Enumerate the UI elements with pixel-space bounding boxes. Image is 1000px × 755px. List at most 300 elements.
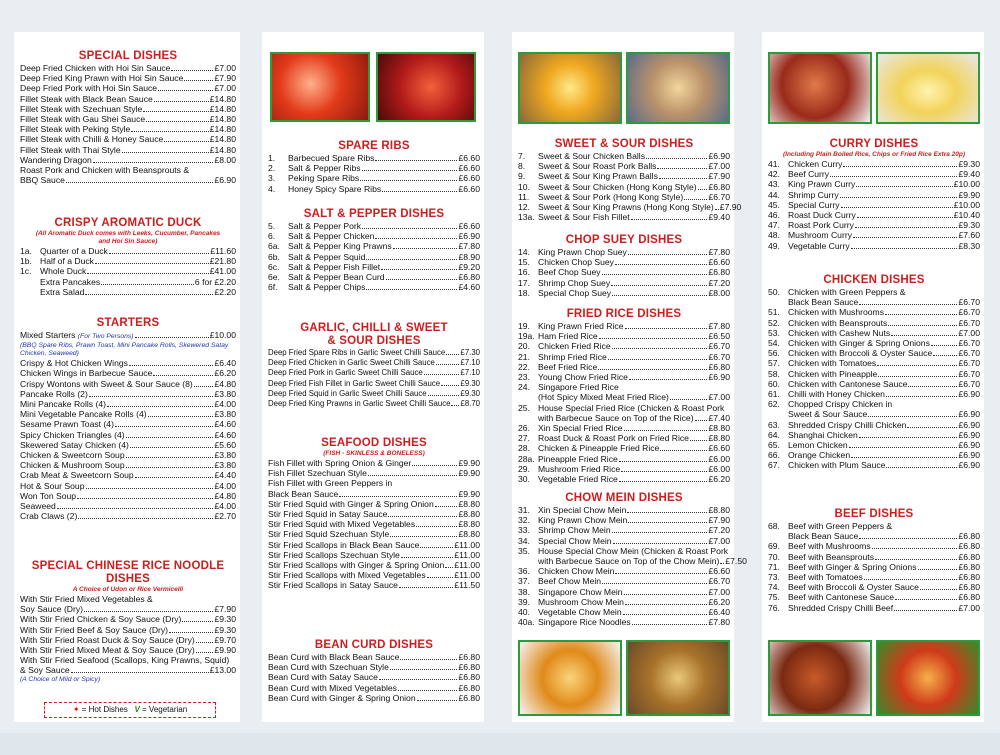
menu-item xyxy=(518,525,730,535)
dot-leader xyxy=(690,440,708,441)
menu-item xyxy=(518,182,730,192)
item-name: With Stir Fried Chicken & Soy Sauce (Dry) xyxy=(20,614,182,625)
item-price: £14.80 xyxy=(209,134,236,145)
item-price: £6.70 xyxy=(958,317,980,328)
menu-item xyxy=(20,481,236,491)
menu-item xyxy=(268,540,480,550)
item-number: 70. xyxy=(768,551,780,562)
item-number: 19a. xyxy=(518,331,535,342)
menu-item xyxy=(518,257,730,267)
item-name: Won Ton Soup xyxy=(20,490,77,501)
item-number: 44. xyxy=(768,189,780,200)
menu-item xyxy=(20,645,236,655)
item-price: £11.00 xyxy=(454,539,480,550)
item-price: £6.90 xyxy=(708,372,730,383)
rice-noodle-section xyxy=(20,560,236,683)
item-name: Bean Curd with Black Bean Sauce xyxy=(268,652,400,662)
item-number: 10. xyxy=(518,181,530,192)
menu-item xyxy=(518,505,730,515)
item-number: 61. xyxy=(768,389,780,400)
menu-item xyxy=(268,241,480,251)
dot-leader xyxy=(619,461,708,462)
item-price: £4.40 xyxy=(214,470,236,481)
dot-leader xyxy=(859,538,957,539)
item-price: £7.90 xyxy=(214,73,236,84)
item-name: Beef Curry xyxy=(788,169,830,180)
dot-leader xyxy=(84,611,213,612)
item-price: £11.00 xyxy=(454,549,480,560)
garlic-chilli-section xyxy=(268,322,480,409)
item-price: £8.70 xyxy=(460,399,480,409)
item-price: £4.00 xyxy=(214,480,236,491)
dot-leader xyxy=(933,355,957,356)
legend: ✦ = Hot Dishes V = Vegetarian xyxy=(44,702,216,718)
item-name: Quarter of a Duck xyxy=(40,246,108,256)
item-number: 48. xyxy=(768,230,780,241)
dot-leader xyxy=(885,314,957,315)
item-price: £6.70 xyxy=(958,338,980,349)
item-price: £7.90 xyxy=(708,515,730,526)
item-price: £9.90 xyxy=(458,468,480,479)
item-name: Sweet & Sour King Prawn Balls xyxy=(538,171,658,182)
section-title: CRISPY AROMATIC DUCK xyxy=(54,217,202,229)
dot-leader xyxy=(611,285,707,286)
menu-item xyxy=(268,662,480,672)
dot-leader xyxy=(107,406,214,407)
menu-item xyxy=(518,341,730,351)
item-price: £6.60 xyxy=(458,153,480,163)
dot-leader xyxy=(659,178,708,179)
menu-item xyxy=(268,282,480,292)
item-name: Bean Curd with Ginger & Spring Onion xyxy=(268,692,416,703)
dot-leader xyxy=(428,395,460,396)
menu-item xyxy=(20,419,236,429)
item-price: £7.90 xyxy=(708,171,730,182)
item-price: £21.80 xyxy=(209,256,236,267)
menu-item xyxy=(768,399,980,409)
dot-leader xyxy=(129,365,214,366)
item-number: 49. xyxy=(768,240,780,251)
dot-leader xyxy=(841,207,953,208)
dot-leader xyxy=(851,457,957,458)
item-price: £6.80 xyxy=(958,561,980,572)
dot-leader xyxy=(196,642,214,643)
menu-item xyxy=(20,124,236,134)
section-subtitle: (Including Plain Boiled Rice, Chips or Fried Rice Extra 20p) xyxy=(782,151,966,158)
item-name: Chicken with Cantonese Sauce xyxy=(788,378,908,389)
menu-item xyxy=(518,161,730,171)
section-title: CHICKEN DISHES xyxy=(823,274,925,286)
menu-item xyxy=(768,210,980,220)
item-number: 50. xyxy=(768,287,780,297)
item-name: Fish Fillet with Green Peppers in xyxy=(268,478,393,489)
dot-leader xyxy=(895,599,957,600)
item-price: £6.20 xyxy=(708,474,730,485)
item-price: £8.00 xyxy=(708,287,730,298)
dot-leader xyxy=(872,548,958,549)
item-name: Shanghai Chicken xyxy=(788,429,858,440)
item-name: With Stir Fried Seafood (Scallops, King Prawns, Squid) xyxy=(20,655,230,666)
item-price: £9.20 xyxy=(458,261,480,272)
item-number: 40. xyxy=(518,607,530,618)
menu-item xyxy=(768,369,980,379)
item-number: 11. xyxy=(518,191,530,202)
menu-item xyxy=(518,587,730,597)
item-price: £9.30 xyxy=(214,614,236,625)
dot-leader xyxy=(451,405,459,406)
item-name: Chicken with Pineapple xyxy=(788,368,878,379)
dot-leader xyxy=(362,170,458,171)
item-name: Xin Special Fried Rice xyxy=(538,423,623,434)
menu-item xyxy=(20,511,236,521)
dot-leader xyxy=(424,374,460,375)
item-name: Barbecued Spare Ribs xyxy=(288,153,375,163)
item-number: 6e. xyxy=(268,272,280,283)
crispy-duck-section xyxy=(20,217,236,297)
item-price: £6.70 xyxy=(708,191,730,202)
item-number: 42. xyxy=(768,169,780,180)
dot-leader xyxy=(855,227,958,228)
item-price: £4.00 xyxy=(214,399,236,410)
item-number: 75. xyxy=(768,592,780,603)
item-name: Deep Fried Spare Ribs in Garlic Sweet Chilli Sauce xyxy=(268,348,446,357)
item-name: Crab Meat & Sweetcorn Soup xyxy=(20,470,134,481)
item-price: £7.80 xyxy=(708,617,730,628)
item-name: Bean Curd with Satay Sauce xyxy=(268,672,378,683)
item-name: House Special Chow Mein (Chicken & Roast Pork xyxy=(538,545,729,556)
item-name: Extra Salad xyxy=(40,286,85,297)
dot-leader xyxy=(877,365,957,366)
item-price: £6.60 xyxy=(708,257,730,268)
item-price: £2.70 xyxy=(214,511,236,522)
dot-leader xyxy=(908,386,957,387)
menu-item xyxy=(20,175,236,185)
menu-item: Mixed Starters (For Two Persons) £10.00 xyxy=(20,330,236,340)
item-price: £7.00 xyxy=(708,535,730,546)
dot-leader xyxy=(631,219,708,220)
item-price: £4.60 xyxy=(214,419,236,430)
item-number: 14. xyxy=(518,247,530,257)
menu-item xyxy=(20,83,236,93)
special-dishes-section xyxy=(20,50,236,185)
item-price: £6.70 xyxy=(958,368,980,379)
dot-leader xyxy=(891,335,957,336)
item-name: Deep Fried Pork with Hoi Sin Sauce xyxy=(20,83,158,94)
dot-leader xyxy=(398,690,458,691)
item-number: 20. xyxy=(518,341,530,352)
dot-leader xyxy=(660,450,707,451)
item-name: Stir Fried Squid with Mixed Vegetables xyxy=(268,519,416,530)
section-title: SALT & PEPPER DISHES xyxy=(303,208,445,220)
dot-leader xyxy=(89,396,214,397)
food-photo xyxy=(518,640,622,716)
item-name: Special Curry xyxy=(788,199,840,210)
item-price: £13.00 xyxy=(209,665,236,676)
section-title: CURRY DISHES xyxy=(829,138,919,150)
item-name: Wandering Dragon xyxy=(20,154,92,165)
menu-item xyxy=(20,256,236,266)
menu-item xyxy=(268,489,480,499)
item-price: £7.80 xyxy=(708,321,730,331)
dot-leader xyxy=(66,182,214,183)
item-name: Black Bean Sauce xyxy=(788,531,859,542)
dot-leader xyxy=(196,652,214,653)
seafood-section xyxy=(268,437,480,591)
menu-item xyxy=(20,635,236,645)
item-name: Salt & Pepper King Prawns xyxy=(288,241,392,252)
item-name: Shrimp Fried Rice xyxy=(538,351,607,362)
item-number: 51. xyxy=(768,307,780,318)
item-number: 43. xyxy=(768,179,780,190)
item-price: £6.20 xyxy=(214,368,236,379)
item-name: Stir Fried Scallops in Black Bean Sauce xyxy=(268,539,420,550)
menu-item xyxy=(20,134,236,144)
dot-leader xyxy=(375,238,457,239)
menu-item xyxy=(20,63,236,73)
rice-noodle-note: (A Choice of Mild or Spicy) xyxy=(20,675,101,683)
item-name: Beef with Tomatoes xyxy=(788,572,863,583)
chili-icon: ✦ xyxy=(72,705,80,714)
item-number: 25. xyxy=(518,402,530,413)
item-name: Mushroom Chow Mein xyxy=(538,596,624,607)
item-price: £10.00 xyxy=(953,179,980,190)
item-name: Fillet Steak with Thai Style xyxy=(20,144,121,155)
item-number: 12. xyxy=(518,202,530,213)
item-name: Black Bean Sauce xyxy=(788,297,859,308)
item-name: Sweet & Sour Pork (Hong Kong Style) xyxy=(538,191,684,202)
item-price: £6.80 xyxy=(458,682,480,693)
dot-leader xyxy=(362,228,457,229)
item-price: £9.70 xyxy=(214,634,236,645)
item-number: 69. xyxy=(768,541,780,552)
item-price: £6.70 xyxy=(958,358,980,369)
item-price: £14.80 xyxy=(209,103,236,114)
item-name: Pancake Rolls (2) xyxy=(20,388,88,399)
item-price: £6.80 xyxy=(958,582,980,593)
item-number: 34. xyxy=(518,535,530,546)
menu-item xyxy=(518,362,730,372)
dot-leader xyxy=(169,632,213,633)
spare-ribs-section xyxy=(268,140,480,194)
item-price: £6.90 xyxy=(958,429,980,440)
item-price: £6.90 xyxy=(958,409,980,420)
menu-item xyxy=(20,358,236,368)
menu-item xyxy=(20,114,236,124)
item-price: £8.30 xyxy=(958,240,980,251)
menu-item xyxy=(768,592,980,602)
menu-item xyxy=(768,521,980,531)
item-number: 54. xyxy=(768,338,780,349)
item-name: Stir Fried Squid with Ginger & Spring Onion xyxy=(268,498,434,509)
item-number: 16. xyxy=(518,267,530,278)
item-price: £6.60 xyxy=(458,163,480,174)
dot-leader xyxy=(366,259,457,260)
menu-item xyxy=(518,202,742,213)
item-name: Deep Fried Chicken in Garlic Sweet Chilli Sauce xyxy=(268,358,435,368)
menu-column-4 xyxy=(762,32,984,722)
dot-leader xyxy=(146,121,209,122)
item-price: £6.90 xyxy=(214,175,236,186)
dot-leader xyxy=(109,253,210,254)
item-name: King Prawn Fried Rice xyxy=(538,321,624,331)
item-name: Chicken Wings in Barbecue Sauce xyxy=(20,368,153,379)
item-price: £6.80 xyxy=(958,592,980,603)
item-name: Deep Fried Chicken with Hoi Sin Sauce xyxy=(20,63,171,73)
item-number: 28a. xyxy=(518,453,535,464)
item-price: £9.30 xyxy=(958,159,980,169)
item-name: Hot & Sour Soup xyxy=(20,480,85,491)
menu-item xyxy=(268,560,480,570)
menu-item xyxy=(268,379,480,389)
item-price: £9.40 xyxy=(708,212,730,223)
dot-leader xyxy=(388,516,457,517)
dot-leader xyxy=(171,70,213,71)
item-name: Peking Spare Ribs xyxy=(288,173,360,184)
food-photo xyxy=(768,52,872,124)
item-name: Beef Fried Rice xyxy=(538,361,598,372)
item-number: 46. xyxy=(768,210,780,221)
dot-leader xyxy=(612,348,708,349)
item-number: 18. xyxy=(518,287,530,298)
sweet-sour-section xyxy=(518,138,742,223)
menu-item xyxy=(20,389,236,399)
dot-leader xyxy=(131,131,208,132)
menu-item xyxy=(20,94,236,104)
menu-item xyxy=(20,460,236,470)
item-price: £7.00 xyxy=(708,161,730,172)
item-name: Chicken & Pineapple Fried Rice xyxy=(538,443,660,454)
menu-item xyxy=(518,372,730,382)
menu-item xyxy=(768,460,980,470)
menu-item xyxy=(768,450,980,460)
food-photo xyxy=(376,52,476,122)
beef-section xyxy=(768,508,980,613)
item-name: Chicken with Tomatoes xyxy=(788,358,877,369)
dot-leader xyxy=(907,427,957,428)
menu-item xyxy=(20,246,236,256)
item-price: £9.40 xyxy=(958,169,980,180)
item-name: House Special Fried Rice (Chicken & Roast Pork xyxy=(538,402,725,413)
item-name: & Soy Sauce xyxy=(20,665,70,676)
dot-leader xyxy=(888,325,957,326)
dot-leader xyxy=(360,180,457,181)
item-name: Special Chop Suey xyxy=(538,287,612,298)
menu-item xyxy=(768,287,980,297)
dot-leader xyxy=(441,385,459,386)
item-price: £7.90 xyxy=(214,604,236,615)
menu-item xyxy=(268,519,480,529)
dot-leader xyxy=(85,294,213,295)
dot-leader xyxy=(720,563,724,564)
dot-leader xyxy=(851,248,958,249)
menu-item xyxy=(268,231,480,241)
dot-leader xyxy=(857,217,953,218)
menu-item xyxy=(768,562,980,572)
menu-item xyxy=(518,474,730,484)
menu-item xyxy=(768,358,980,368)
dot-leader xyxy=(624,594,708,595)
item-price: £6.50 xyxy=(708,331,730,342)
menu-item xyxy=(518,515,730,525)
item-price: £7.00 xyxy=(708,392,730,403)
menu-item xyxy=(268,652,480,662)
menu-item xyxy=(268,570,480,580)
item-number: 76. xyxy=(768,602,780,613)
item-price: £6.80 xyxy=(708,267,730,278)
menu-item xyxy=(20,379,236,389)
item-name: with Barbecue Sauce on Top of the Chow Mein) xyxy=(538,556,720,567)
dot-leader xyxy=(698,189,708,190)
item-name: King Prawn Chow Mein xyxy=(538,515,628,526)
menu-item xyxy=(518,278,730,288)
dot-leader xyxy=(375,160,457,161)
food-photo xyxy=(626,640,730,716)
item-price: £6.00 xyxy=(708,463,730,474)
dot-leader xyxy=(646,158,707,159)
menu-item xyxy=(20,665,236,675)
menu-item xyxy=(20,73,236,83)
menu-item xyxy=(268,163,480,173)
item-name: King Prawn Chop Suey xyxy=(538,247,627,257)
item-price: £6.70 xyxy=(708,351,730,362)
item-name: Stir Fried Squid in Satay Sauce xyxy=(268,509,388,520)
dot-leader xyxy=(623,614,708,615)
dot-leader xyxy=(853,237,957,238)
item-price: £5.60 xyxy=(214,439,236,450)
dot-leader xyxy=(625,328,708,329)
item-name: Deep Fried Pork in Garlic Sweet Chilli Sauce xyxy=(268,368,423,378)
item-number: 65. xyxy=(768,440,780,451)
item-name: Chicken with Cashew Nuts xyxy=(788,327,891,338)
item-number: 2. xyxy=(268,163,276,174)
item-name: BBQ Sauce xyxy=(20,175,65,186)
item-name: Crispy & Hot Chicken Wings xyxy=(20,358,128,369)
item-price: £9.30 xyxy=(958,220,980,231)
item-price: £6.80 xyxy=(458,652,480,662)
dot-leader xyxy=(608,359,708,360)
item-name: Singapore Chow Mein xyxy=(538,586,623,597)
starters-section xyxy=(20,317,236,521)
item-name: Young Chow Fried Rice xyxy=(538,372,628,383)
menu-column-1 xyxy=(14,32,240,722)
item-name: Beef with Mushrooms xyxy=(788,541,871,552)
item-price: £6.80 xyxy=(708,181,730,192)
menu-item xyxy=(518,454,730,464)
dot-leader xyxy=(446,354,459,355)
dot-leader xyxy=(613,543,708,544)
item-price: £6.60 xyxy=(458,173,480,184)
section-title: SWEET & SOUR DISHES xyxy=(554,138,694,150)
menu-item xyxy=(20,440,236,450)
menu-item xyxy=(768,307,980,317)
item-price: £6.80 xyxy=(958,531,980,542)
item-number: 24. xyxy=(518,382,530,393)
item-name: Lemon Chicken xyxy=(788,440,848,451)
item-number: 39. xyxy=(518,596,530,607)
salt-pepper-section xyxy=(268,208,480,292)
chow-mein-section xyxy=(518,492,747,628)
menu-item xyxy=(20,625,236,635)
item-name: Shrimp Chow Mein xyxy=(538,525,611,536)
item-number: 60. xyxy=(768,378,780,389)
item-name: Stir Fried Squid Szechuan Style xyxy=(268,529,390,540)
item-price: £14.80 xyxy=(209,114,236,125)
item-price: £6.60 xyxy=(458,183,480,194)
item-name: Salt & Pepper Bean Curd xyxy=(288,272,385,283)
item-price: £7.00 xyxy=(958,327,980,338)
item-number: 45. xyxy=(768,199,780,210)
item-number: 3. xyxy=(268,173,276,184)
